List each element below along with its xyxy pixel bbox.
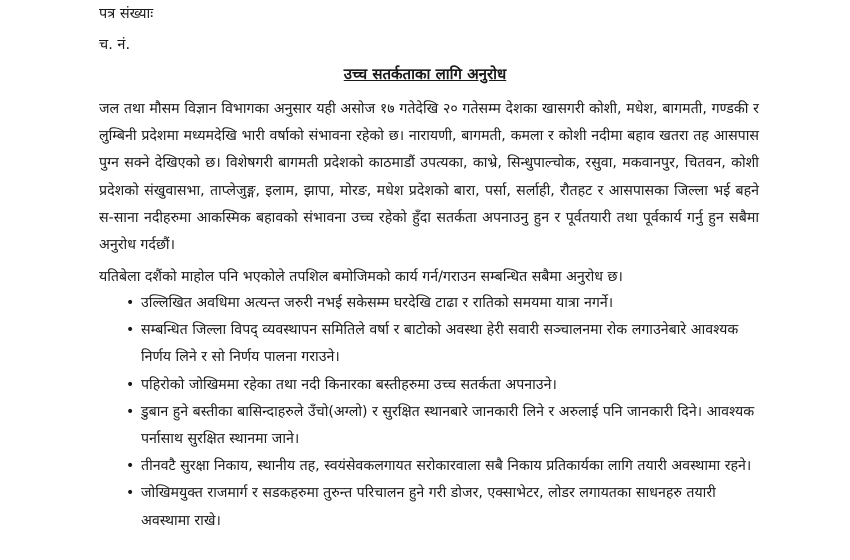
bullet-icon: •: [126, 295, 135, 311]
list-item: [99, 480, 759, 534]
instruction-list: [99, 290, 759, 535]
bullet-icon: •: [126, 376, 135, 393]
body-paragraph-1: [99, 96, 759, 259]
list-item-text: उल्लिखित अवधिमा अत्यन्त जरुरी नभई सकेसम्म घरदेखि टाढा र रातिको समयमा यात्रा नगर्ने।: [141, 295, 614, 311]
list-item: [99, 290, 759, 317]
paragraph-text: जल तथा मौसम विज्ञान विभागका अनुसार यही असोज १७ गतेदेखि २० गतेसम्म देशका खासगरी कोशी, मधेश, बागमती, गण्डकी र लुम्बिनी प्रदेशमा मध्यमदेखि भारी वर्षाको संभावना रहेको छ। नारायणी, बागमती, कमला र कोशी नदीमा बहाव खतरा तह आसपास पुग्न सक्ने देखिएको छ। विशेषगरी बागमती प्रदेशको काठमाडौं उपत्यका, काभ्रे, सिन्धुपाल्चोक, रसुवा, मकवानपुर, चितवन, कोशी प्रदेशको संखुवासभा, ताप्लेजुङ्ग, इलाम, झापा, मोरङ, मधेश प्रदेशको बारा, पर्सा, सर्लाही, रौतहट र आसपासका जिल्ला भई बहने स-साना नदीहरुमा आकस्मिक बहावको संभावना उच्च रहेको हुँदा सतर्कता अपनाउनु हुन र पूर्वतयारी तथा पूर्वकार्य गर्नु हुन सबैमा अनुरोध गर्दछौं।: [99, 101, 759, 254]
list-item-text: डुबान हुने बस्तीका बासिन्दाहरुले उँचो(अग्लो) र सुरक्षित स्थानबारे जानकारी लिने र अरुलाई पनि जानकारी दिने। आवश्यक पर्नासाथ सुरक्षित स्थानमा जाने।: [141, 403, 755, 448]
list-item-text: जोखिमयुक्त राजमार्ग र सडकहरुमा तुरुन्त परिचालन हुने गरी डोजर, एक्साभेटर, लोडर लगायतका साधनहरु तयारी अवस्थामा राखे।: [141, 485, 716, 529]
list-item-text: पहिरोको जोखिममा रहेका तथा नदी किनारका बस्तीहरुमा उच्च सतर्कता अपनाउने।: [141, 376, 557, 393]
bullet-icon: •: [126, 403, 135, 420]
list-item: [99, 372, 759, 399]
paragraph-text: यतिबेला दशैंको माहोल पनि भएकोले तपशिल बमोजिमको कार्य गर्न/गराउन सम्बन्धित सबैमा अनुरोध छ।: [99, 269, 623, 285]
list-item: [99, 317, 759, 371]
bullet-icon: •: [126, 322, 135, 339]
letter-number-label: पत्र संख्याः: [99, 6, 154, 22]
list-item: [99, 453, 759, 480]
list-item-text: तीनवटै सुरक्षा निकाय, स्थानीय तह, स्वयंसेवकलगायत सरोकारवाला सबै निकाय प्रतिकार्यका लागि तयारी अवस्थामा रहने।: [141, 458, 752, 475]
list-item: [99, 399, 759, 453]
body-paragraph-2: [99, 264, 759, 291]
bullet-icon: •: [126, 458, 135, 475]
bullet-icon: •: [126, 485, 135, 502]
document-title: उच्च सतर्कताका लागि अनुरोध: [343, 65, 507, 83]
list-item-text: सम्बन्धित जिल्ला विपद् व्यवस्थापन समितिले वर्षा र बाटोको अवस्था हेरी सवारी सञ्चालनमा रोक लगाउनेबारे आवश्यक निर्णय लिने र सो निर्णय पालना गराउने।: [141, 322, 739, 366]
dispatch-number-label: च. नं.: [99, 37, 131, 53]
